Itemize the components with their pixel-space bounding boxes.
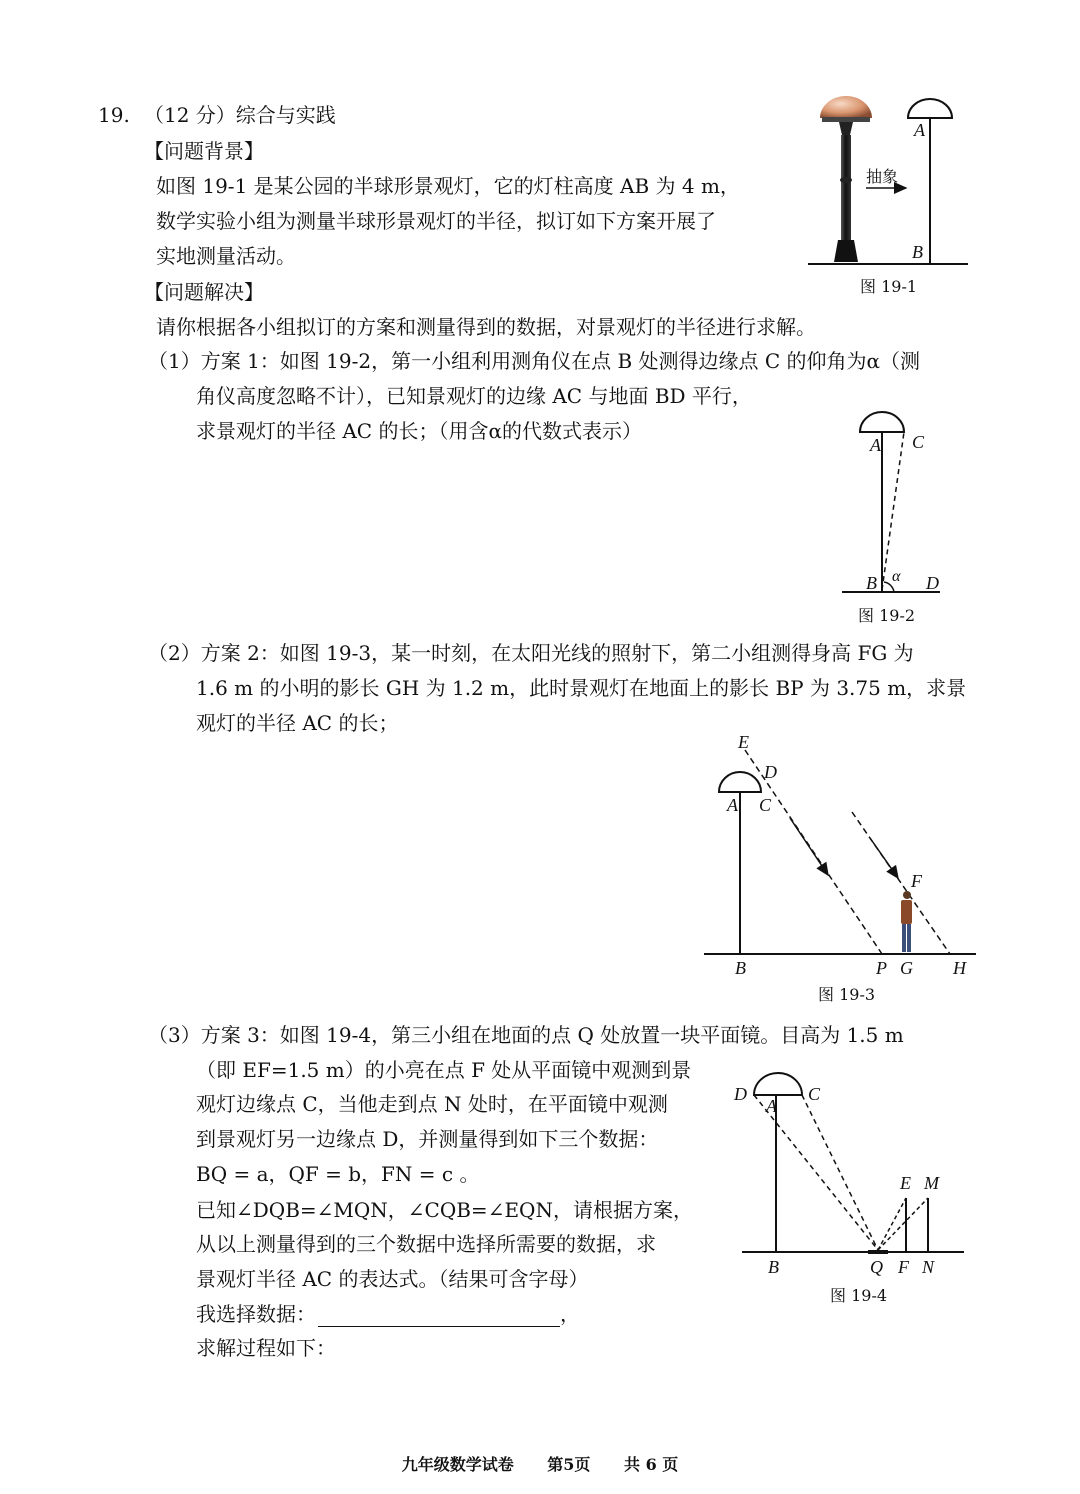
footer-page: 第5页 bbox=[547, 1455, 591, 1474]
fig1-caption: 图 19-1 bbox=[860, 277, 918, 296]
choose-end: ， bbox=[560, 1302, 580, 1326]
fig3-label-p: P bbox=[876, 958, 887, 978]
fig4-label-b: B bbox=[768, 1257, 779, 1277]
question-header: （12 分）综合与实践 bbox=[144, 103, 336, 127]
fig4-hemisphere bbox=[754, 1073, 802, 1095]
part3-line-2: （即 EF=1.5 m）的小亮在点 F 处从平面镜中观测到景 bbox=[196, 1058, 692, 1082]
fig4-ray-c bbox=[802, 1095, 878, 1250]
part3-line-7: 从以上测量得到的三个数据中选择所需要的数据，求 bbox=[196, 1232, 656, 1256]
part1-line-1: （1）方案 1：如图 19-2，第一小组利用测角仪在点 B 处测得边缘点 C 的仰角为α（测 bbox=[148, 349, 921, 373]
fig2-label-d: D bbox=[926, 573, 939, 593]
fig4-ray-m bbox=[878, 1198, 928, 1250]
fig2-hemisphere bbox=[860, 412, 904, 432]
figure-19-3 bbox=[704, 732, 976, 1004]
fig4-label-a: A bbox=[766, 1096, 777, 1116]
question-number: 19. bbox=[98, 103, 130, 127]
part3-line-8: 景观灯半径 AC 的表达式。（结果可含字母） bbox=[196, 1267, 589, 1291]
figure-19-2 bbox=[842, 412, 940, 625]
fig3-label-c: C bbox=[759, 795, 772, 815]
fig3-label-e: E bbox=[738, 732, 749, 752]
fig4-caption: 图 19-4 bbox=[830, 1286, 888, 1305]
figure-19-1 bbox=[808, 96, 968, 296]
fig4-label-e: E bbox=[900, 1173, 911, 1193]
part2-line-2: 1.6 m 的小明的影长 GH 为 1.2 m，此时景观灯在地面上的影长 BP 为 3.75 m，求景 bbox=[196, 676, 967, 700]
fig2-label-c: C bbox=[912, 432, 925, 452]
part3-line-6: 已知∠DQB=∠MQN，∠CQB=∠EQN，请根据方案， bbox=[196, 1198, 693, 1222]
fig3-ray-arrow-1 bbox=[790, 818, 828, 875]
fig4-ray-e bbox=[878, 1198, 906, 1250]
fig2-label-a: A bbox=[870, 435, 881, 455]
background-line-2: 数学实验小组为测量半球形景观灯的半径，拟订如下方案开展了 bbox=[156, 209, 716, 233]
fig2-caption: 图 19-2 bbox=[858, 606, 916, 625]
fig4-label-q: Q bbox=[870, 1257, 883, 1277]
part1-line-2: 角仪高度忽略不计），已知景观灯的边缘 AC 与地面 BD 平行， bbox=[196, 384, 752, 408]
fig2-label-b: B bbox=[866, 573, 877, 593]
fig3-label-g: G bbox=[900, 958, 913, 978]
fig2-label-alpha: α bbox=[892, 568, 901, 585]
solve-intro: 请你根据各小组拟订的方案和测量得到的数据，对景观灯的半径进行求解。 bbox=[156, 315, 816, 339]
process-label: 求解过程如下： bbox=[196, 1336, 336, 1360]
background-line-1: 如图 19-1 是某公园的半球形景观灯，它的灯柱高度 AB 为 4 m， bbox=[156, 174, 740, 198]
figure-19-4 bbox=[733, 1073, 964, 1305]
part3-line-3: 观灯边缘点 C，当他走到点 N 处时，在平面镜中观测 bbox=[196, 1092, 668, 1116]
fig4-label-n: N bbox=[922, 1257, 935, 1277]
fig3-label-b: B bbox=[735, 958, 746, 978]
section-solve-title: 【问题解决】 bbox=[144, 280, 264, 304]
part3-line-1: （3）方案 3：如图 19-4，第三小组在地面的点 Q 处放置一块平面镜。目高为 1.5 m bbox=[148, 1023, 904, 1047]
fig4-label-f: F bbox=[898, 1257, 909, 1277]
fig1-label-b: B bbox=[912, 242, 923, 262]
fig3-hemisphere bbox=[719, 772, 761, 792]
fig4-label-d: D bbox=[734, 1084, 747, 1104]
part3-line-5: BQ = a，QF = b，FN = c 。 bbox=[196, 1162, 480, 1186]
fig1-hemisphere bbox=[908, 99, 952, 118]
fig2-sight-line bbox=[882, 432, 904, 590]
choose-label: 我选择数据： bbox=[196, 1302, 316, 1326]
part2-line-1: （2）方案 2：如图 19-3，某一时刻，在太阳光线的照射下，第二小组测得身高 FG 为 bbox=[148, 641, 914, 665]
page-footer bbox=[0, 1452, 1080, 1475]
fig1-arrow-text: 抽象 bbox=[866, 167, 899, 186]
fig3-label-h: H bbox=[953, 958, 966, 978]
fig1-label-a: A bbox=[914, 120, 925, 140]
fig3-label-f: F bbox=[911, 871, 922, 891]
background-line-3: 实地测量活动。 bbox=[156, 244, 296, 268]
part1-line-3: 求景观灯的半径 AC 的长；（用含α的代数式表示） bbox=[196, 419, 642, 443]
fig4-label-m: M bbox=[924, 1173, 939, 1193]
part2-line-3: 观灯的半径 AC 的长； bbox=[196, 711, 399, 735]
fig4-ray-d bbox=[754, 1095, 878, 1250]
part3-line-4: 到景观灯另一边缘点 D，并测量得到如下三个数据： bbox=[196, 1127, 659, 1151]
person-figure bbox=[901, 891, 912, 952]
lamp-photo bbox=[820, 96, 872, 262]
fig3-label-d: D bbox=[764, 762, 777, 782]
fig3-label-a: A bbox=[727, 795, 738, 815]
footer-total: 共 6 页 bbox=[624, 1455, 679, 1474]
fig3-light-ray-person bbox=[852, 812, 950, 954]
section-background-title: 【问题背景】 bbox=[144, 139, 264, 163]
fig3-ray-arrow-2 bbox=[870, 838, 898, 878]
fig3-caption: 图 19-3 bbox=[818, 985, 876, 1004]
fig4-label-c: C bbox=[808, 1084, 821, 1104]
footer-subject: 九年级数学试卷 bbox=[401, 1455, 514, 1474]
